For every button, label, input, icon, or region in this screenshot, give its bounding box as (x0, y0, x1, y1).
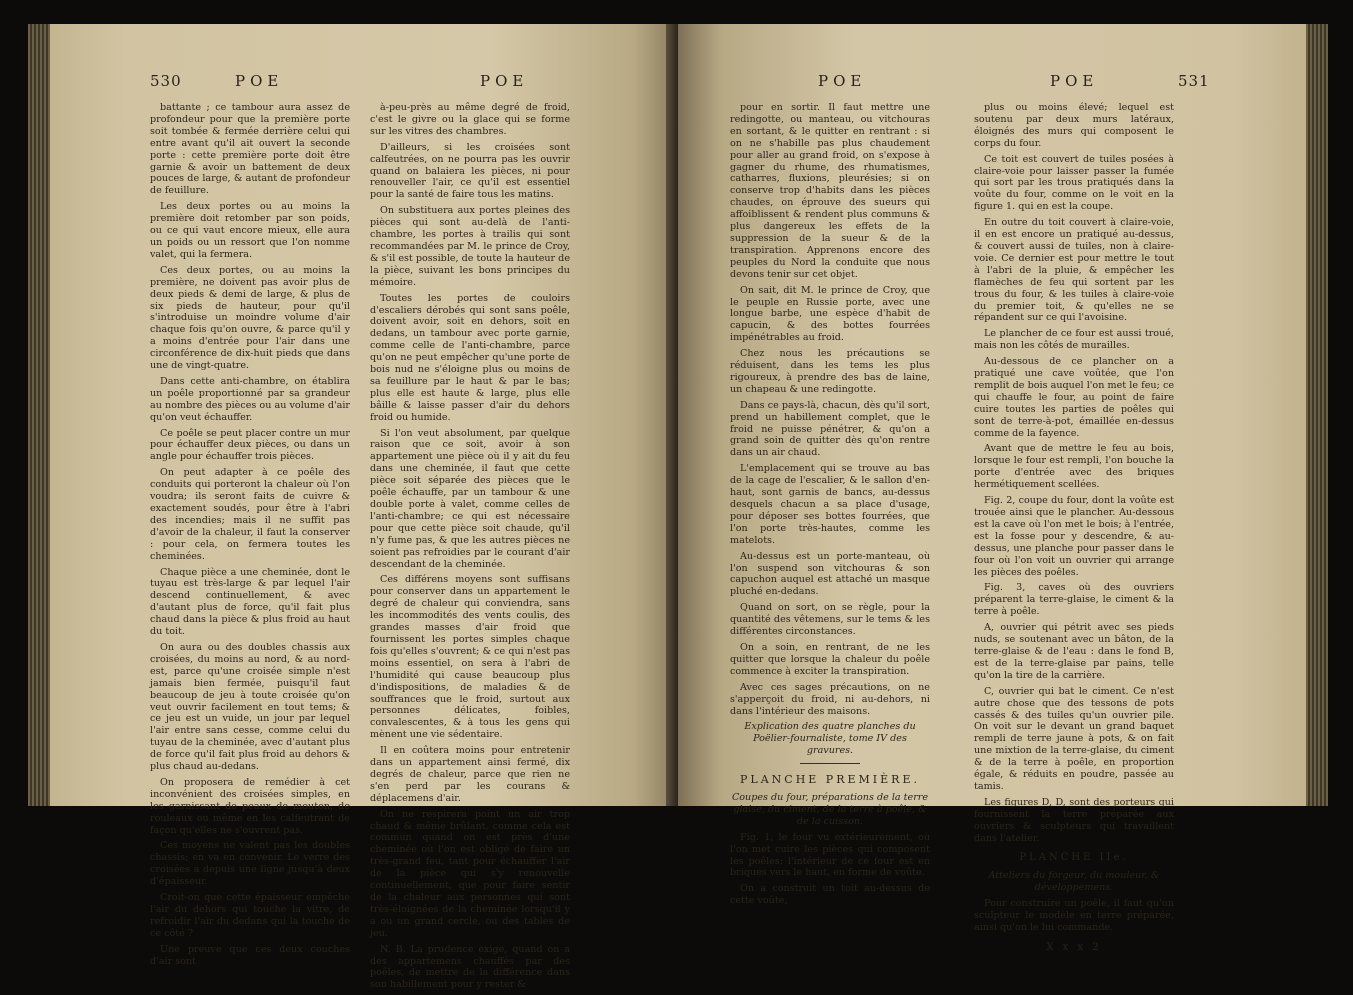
paragraph: Quand on sort, on se règle, pour la quantité des vêtemens, sur le tems & les différentes circonstances. (730, 602, 930, 638)
paragraph: plus ou moins élevé; lequel est soutenu par deux murs latéraux, éloignés des murs qui composent le corps du four. (974, 102, 1174, 149)
paragraph: Au-dessus est un porte-manteau, où l'on suspend son vitchouras & son capuchon auquel est attaché un masque pluché en-dedans. (730, 550, 930, 598)
paragraph: Dans cette anti-chambre, on établira un poêle proportionné par sa grandeur au nombre des pièces ou au volume d'air qu'on veut échauffer. (150, 375, 350, 423)
paragraph: On aura ou des doubles chassis aux croisées, du moins au nord, & au nord-est, parce qu'une croisée simple n'est jamais bien fermée, puisqu'il faut beaucoup de jeu à toute croisée qu'on veut ouvrir facilement en tout tems; & ce jeu est un vuide, un jour par lequel l'air entre sans cesse, comme celui du tuyau de la cheminée, avec d'autant plus de force qu'il fait plus froid au dehors & plus chaud au-dedans. (150, 641, 350, 773)
paragraph: Les figures D, D, sont des porteurs qui fournissent la terre préparée aux ouvriers & sculpteurs qui travaillent dans l'atelier. (974, 796, 1174, 844)
running-title: POE (818, 72, 867, 90)
paragraph: On ne respirera point un air trop chaud & même brûlant, comme cela est commun quand on est près d'une cheminée où l'on est obligé de faire un très-grand feu, tant pour échauffer l'air de la pièce qui s'y renouvelle continuellement, que pour faire sentir de la chaleur aux personnes qui sont très-éloignées de la cheminée lorsqu'il y a ou un grand cercle, ou des tables de jeu. (370, 808, 570, 939)
paragraph: Toutes les portes de couloirs d'escaliers dérobés qui sont sans poêle, doivent avoir, soit en dehors, soit en dedans, un tambour avec porte garnie, comme celle de l'anti-chambre, parce qu'on ne peut empêcher qu'une porte de bois nud ne s'éloigne plus ou moins de sa feuillure par le haut & par le bas; plus elle est haute & large, plus elle bâille & laisse passer d'air du dehors froid ou humide. (370, 292, 570, 423)
paragraph: On sait, dit M. le prince de Croy, que le peuple en Russie porte, avec une longue barbe, une espèce d'habit de capucin, & des bottes fourrées impénétrables au froid. (730, 284, 930, 344)
right-page (678, 24, 1306, 953)
paragraph: Pour construire un poêle, il faut qu'un sculpteur le modèle en terre préparée, ainsi qu'on le lui commande. (974, 898, 1174, 933)
running-title: POE (480, 72, 529, 90)
paragraph: pour en sortir. Il faut mettre une redingotte, ou manteau, ou vitchouras en sortant, & le quitter en rentrant : si on ne s'habille pas plus chaudement pour aller au grand froid, on s'expose à gagner du rhume, des rhumatismes, catharres, fluxions, pleurésies; si on conserve trop d'habits dans les pièces chaudes, on éprouve des sueurs qui affoiblissent & rendent plus communs & plus dangereux les effets de la suppression de la sueur & de la transpiration. Apprenons encore des peuples du Nord la conduite que nous devons tenir sur cet objet. (730, 102, 930, 280)
right-page-edges (1306, 24, 1328, 806)
paragraph: Croit-on que cette épaisseur empêche l'air du dehors qui touche la vitre, de refroidir l'air du dedans qui la touche de ce côté ? (150, 892, 350, 939)
paragraph: L'emplacement qui se trouve au bas de la cage de l'escalier, & le sallon d'en-haut, sont garnis de bancs, au-dessus desquels chacun a sa place d'usage, pour déposer ses bottes fourrées, que l'on porte très-hautes, comme les matelots. (730, 463, 930, 546)
plate-subtitle: Coupes du four, préparations de la terre glaise, du ciment, de la terre à poêle, & de la cuisson. (731, 792, 929, 827)
plate-heading: PLANCHE PREMIÈRE. (740, 773, 920, 787)
paragraph: D'ailleurs, si les croisées sont calfeutrées, on ne pourra pas les ouvrir quand on balaiera les pièces, ni pour renouveller l'air, ce qu'il est essentiel pour la santé de faire tous les matins. (370, 141, 570, 201)
text-column-4 (974, 102, 1174, 960)
paragraph: En outre du toit couvert à claire-voie, il en est encore un pratiqué au-dessus, & couvert aussi de tuiles, non à claire-voie. Ce dernier est pour mettre le tout à l'abri de la pluie, & empêcher les flamèches de feu qui sortent par les trous du four, & les tuiles à claire-voie du premier toit, & qu'elles ne se répandent sur ce qui l'avoisine. (974, 217, 1174, 324)
page-number-530: 530 (150, 72, 182, 90)
paragraph: On peut adapter à ce poêle des conduits qui porteront la chaleur où l'on voudra; ils seront faits de cuivre & exactement soudés, pour être à l'abri des incendies; mais il ne suffit pas d'avoir de la chaleur, il faut la conserver : pour cela, on fermera toutes les cheminées. (150, 467, 350, 562)
paragraph: Ce toit est couvert de tuiles posées à claire-voie pour laisser passer la fumée qui sort par les trous pratiqués dans la voûte du four, comme on le voit en la figure 1. qui en est la coupe. (974, 153, 1174, 213)
right-running-header (678, 72, 1306, 102)
paragraph: Fig. 2, coupe du four, dont la voûte est trouée ainsi que le plancher. Au-dessous est la cave où l'on met le bois; à l'entrée, est la fosse pour y descendre, & au-dessus, une planche pour passer dans le four où l'on voit un ouvrier qui arrange les pièces des poêles. (974, 495, 1174, 578)
paragraph: Avant que de mettre le feu au bois, lorsque le four est rempli, l'on bouche la porte d'entrée avec des briques hermétiquement scellées. (974, 443, 1174, 491)
paragraph: Si l'on veut absolument, par quelque raison que ce soit, avoir à son appartement une pièce où il y ait du feu dans une cheminée, il faut que cette pièce soit séparée des pièces que le poêle échauffe, par un tambour & une double porte à valet, comme celles de l'anti-chambre; ce qui est nécessaire pour que cette pièce soit chaude, qu'il n'y fume pas, & que les autres pièces ne soient pas refroidies par le courant d'air descendant de la cheminée. (370, 427, 570, 570)
paragraph: On proposera de remédier à cet inconvénient des croisées simples, en les garnissant de peaux de mouton, de rouleaux ou même en les calfeutrant de façon qu'elles ne s'ouvrent pas. (150, 776, 350, 836)
paragraph: Chez nous les précautions se réduisent, dans les tems les plus rigoureux, à prendre des bas de laine, un chapeau & une redingotte. (730, 348, 930, 395)
page-number-531: 531 (1178, 72, 1210, 90)
paragraph: Au-dessous de ce plancher on a pratiqué une cave voûtée, que l'on remplit de bois auquel l'on met le feu; ce qui chauffe le four, au point de faire cuire toutes les parties de poêles qui sont de terre-à-pot, émaillée en-dessus comme de la fayence. (974, 356, 1174, 439)
signature-mark: X x x 2 (1046, 941, 1102, 953)
paragraph: Chaque pièce a une cheminée, dont le tuyau est très-large & par lequel l'air descend continuellement, & avec d'autant plus de force, qu'il fait plus chaud dans la pièce & plus froid au haut du toit. (150, 566, 350, 638)
paragraph: Fig. 1, le four vu extérieurement, où l'on met cuire les pièces qui composent les poêles; l'intérieur de ce four est en briques vers le haut, en forme de voûte. (730, 831, 930, 879)
left-page-edges (28, 24, 50, 806)
paragraph: Ces deux portes, ou au moins la première, ne doivent pas avoir plus de deux pieds & demi de large, & plus de six pieds de hauteur, pour qu'il s'introduise un moindre volume d'air chaque fois qu'on ouvre, & parce qu'il y a moins d'entrée pour l'air dans une circonférence de dix-huit pieds que dans une de vingt-quatre. (150, 264, 350, 372)
paragraph: Le plancher de ce four est aussi troué, mais non les côtés de murailles. (974, 328, 1174, 352)
paragraph: On substituera aux portes pleines des pièces qui sont au-delà de l'anti-chambre, les portes à trailis qui sont recommandées par M. le prince de Croy, & s'il est possible, de toute la hauteur de la pièce, suivant les bons principes du mémoire. (370, 205, 571, 288)
paragraph: Une preuve que ces deux couches d'air sont (150, 943, 350, 967)
paragraph: Dans ce pays-là, chacun, dès qu'il sort, prend un habillement complet, que le froid ne puisse pénétrer, & qu'on a grand soin de quitter dès qu'on rentre dans un air chaud. (730, 399, 930, 459)
running-title: POE (235, 72, 284, 90)
paragraph: Il en coûtera moins pour entretenir dans un appartement ainsi fermé, dix degrés de chaleur, parce que rien ne s'en perd par les courans & déplacemens d'air. (370, 745, 570, 804)
plates-caption: Explication des quatre planches du Poëlier-fournaliste, tome IV des gravures. (744, 721, 916, 757)
open-book (28, 14, 1328, 991)
paragraph: Ce poêle se peut placer contre un mur pour échauffer deux pièces, ou dans un angle pour échauffer trois pièces. (150, 427, 350, 463)
paragraph: Fig. 3, caves où des ouvriers préparent la terre-glaise, le ciment & la terre à poêle. (974, 582, 1174, 618)
plate-heading: PLANCHE IIe. (1019, 852, 1129, 864)
text-column-1 (150, 102, 350, 972)
paragraph: Ces différens moyens sont suffisans pour conserver dans un appartement le degré de chaleur qui conviendra, sans les incommodités des vents coulis, des grandes masses d'air froid que fournissent les portes simples chaque fois qu'elles s'ouvrent; & ce qui n'est pas moins essentiel, on sera à l'abri de l'humidité qui cause beaucoup plus d'indispositions, de maladies & de souffrances que le froid, surtout aux personnes délicates, foibles, convalescentes, & à tous les gens qui mènent une vie sédentaire. (370, 574, 570, 741)
paragraph: N. B. La prudence exige, quand on a des appartemens chauffés par des poêles, de mettre de la différence dans son habillement pour y rester & (370, 943, 570, 991)
plate-subtitle: Atteliers du forgeur, du mouleur, & développemens. (988, 870, 1160, 894)
paragraph: On a construit un toit au-dessus de cette voûte, (730, 883, 930, 907)
paragraph: Les deux portes ou au moins la première doit retomber par son poids, ou ce qui vaut encore mieux, elle aura un poids ou un ressort que l'on nomme valet, qui la fermera. (150, 201, 350, 260)
text-column-2 (370, 102, 570, 995)
text-column-3 (730, 102, 930, 911)
paragraph: à-peu-près au même degré de froid, c'est le givre ou la glace qui se forme sur les vitres des chambres. (370, 102, 570, 137)
left-page (50, 24, 678, 991)
paragraph: C, ouvrier qui bat le ciment. Ce n'est autre chose que des tessons de pots cassés & des tuiles qu'un ouvrier pile. On voit sur le devant un grand baquet rempli de terre jaune à pots, & on fait une mixtion de la terre-glaise, du ciment & de la terre à poêle, en proportion égale, & réduits en poudre, passée au tamis. (974, 685, 1174, 792)
paragraph: A, ouvrier qui pétrit avec ses pieds nuds, se soutenant avec un bâton, de la terre-glaise & de l'eau : dans le fond B, est de la terre-glaise par pains, telle qu'on la tire de la carrière. (974, 622, 1174, 681)
paragraph: battante ; ce tambour aura assez de profondeur pour que la première porte soit tombée & fermée derrière celui qui entre avant qu'il ait ouvert la seconde porte : cette première porte doit être garnie & avoir un battement de deux pouces de large, & autant de profondeur de feuillure. (150, 102, 350, 197)
left-running-header (50, 72, 678, 102)
running-title: POE (1050, 72, 1099, 90)
paragraph: On a soin, en rentrant, de ne les quitter que lorsque la chaleur du poêle commence à exciter la transpiration. (730, 641, 930, 677)
paragraph: Ces moyens ne valent pas les doubles chassis; en va en convenir. Le verre des croisées a depuis une ligne jusqu'à deux d'épaisseur. (150, 840, 350, 888)
paragraph: Avec ces sages précautions, on ne s'apperçoit du froid, ni au-dehors, ni dans l'intérieur des maisons. (730, 681, 930, 717)
divider-rule (800, 763, 860, 764)
